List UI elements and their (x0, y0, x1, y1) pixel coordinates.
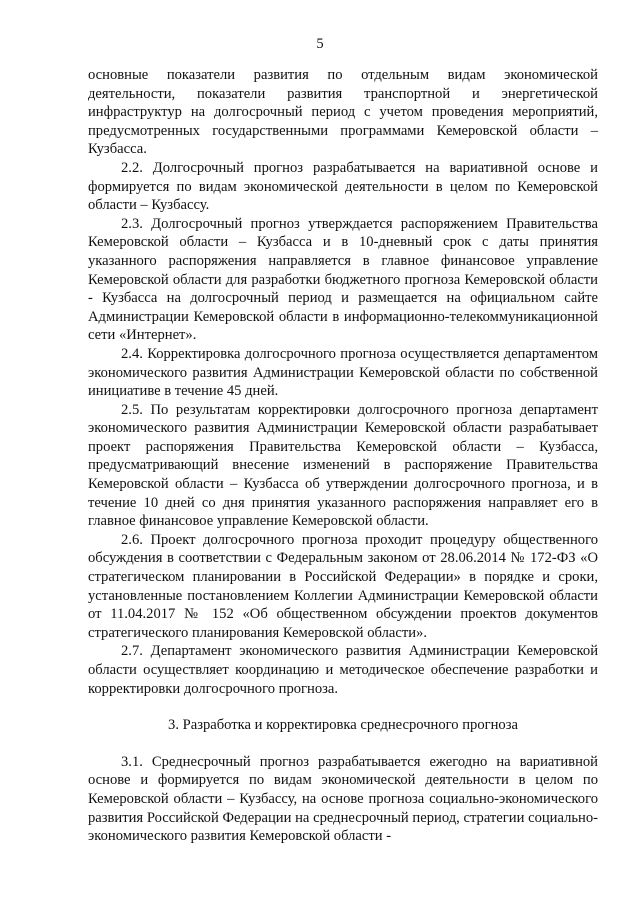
paragraph-2-3: 2.3. Долгосрочный прогноз утверждается распоряжением Правительства Кемеровской области – Кузбасса и в 10-дневный срок с даты принятия указанного распоряжения направляется в главное финансовое управление Кемеровской области для разработки бюджетного прогноза Кемеровской области - Кузбасса на долгосрочный период и размещается на официальном сайте Администрации Кемеровской области в информационно-телекоммуникационной сети «Интернет». (88, 215, 598, 344)
paragraph-2-5: 2.5. По результатам корректировки долгосрочного прогноза департамент экономического развития Администрации Кемеровской области разрабатывает проект распоряжения Правительства Кемеровской области – Кузбасса, предусматривающий внесение изменений в распоряжение Правительства Кемеровской области – Кузбасса об утверждении долгосрочного прогноза, и в течение 10 дней со дня принятия указанного распоряжения направляет его в главное финансовое управление Кемеровской области. (88, 401, 598, 530)
paragraph-2-7: 2.7. Департамент экономического развития Администрации Кемеровской области осуществляет координацию и методическое обеспечение разработки и корректировки долгосрочного прогноза. (88, 643, 598, 697)
paragraph-continued: основные показатели развития по отдельным видам экономической деятельности, показатели развития транспортной и энергетической инфраструктур на долгосрочный период с учетом проведения мероприятий, предусмотренных государственными программами Кемеровской области – Кузбасса. (88, 67, 598, 158)
paragraph-2-4: 2.4. Корректировка долгосрочного прогноза осуществляется департаментом экономического развития Администрации Кемеровской области по собственной инициативе в течение 45 дней. (88, 345, 598, 400)
page-number: 5 (316, 36, 324, 52)
paragraph-2-6: 2.6. Проект долгосрочного прогноза проходит процедуру общественного обсуждения в соответствии с Федеральным законом от 28.06.2014 № 172-ФЗ «О стратегическом планировании в Российской Федерации» в порядке и сроки, установленные постановлением Коллегии Администрации Кемеровской области от 11.04.2017 № 152 «Об общественном обсуждении проектов документов стратегического планирования Кемеровской области». (88, 531, 598, 641)
section-3-heading: 3. Разработка и корректировка среднесрочного прогноза (168, 717, 518, 734)
paragraph-3-1: 3.1. Среднесрочный прогноз разрабатывается ежегодно на вариативной основе и формируется по видам экономической деятельности в целом по Кемеровской области – Кузбассу, на основе прогноза социально-экономического развития Российской Федерации на среднесрочный период, стратегии социально-экономического развития Кемеровской области - (88, 753, 598, 845)
document-body (88, 66, 598, 846)
paragraph-2-2: 2.2. Долгосрочный прогноз разрабатывается на вариативной основе и формируется по видам экономической деятельности в целом по Кемеровской области – Кузбассу. (88, 159, 598, 214)
